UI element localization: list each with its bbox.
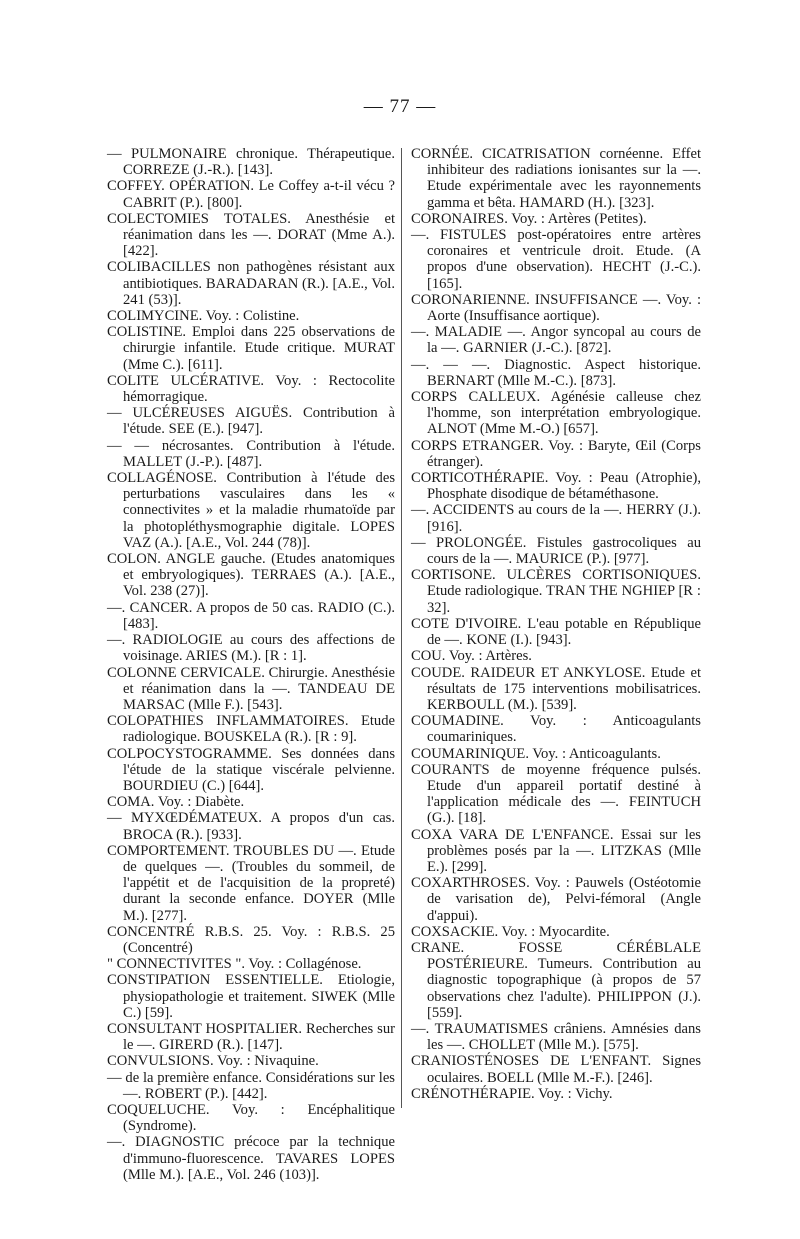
index-entry: COQUELUCHE. Voy. : Encéphalitique (Syndrome). (107, 1101, 395, 1135)
index-entry: —. RADIOLOGIE au cours des affections de voisinage. ARIES (M.). [R : 1]. (107, 632, 395, 665)
index-entry: COUMARINIQUE. Voy. : Anticoagulants. (411, 745, 661, 762)
index-entry: " CONNECTIVITES ". Voy. : Collagénose. (107, 956, 362, 973)
index-entry: COMA. Voy. : Diabète. (107, 794, 245, 811)
index-entry: — de la première enfance. Considérations sur les —. ROBERT (P.). [442]. (107, 1069, 395, 1102)
index-entry: CRANE. FOSSE CÉRÉBLALE POSTÉRIEURE. Tumeurs. Contribution au diagnostic topographique (à propos de 57 observations chez l'adulte). PHILIPPON (J.). [559]. (411, 939, 701, 1021)
index-entry: COLIMYCINE. Voy. : Colistine. (107, 308, 300, 325)
index-entry: —. — —. Diagnostic. Aspect historique. BERNART (Mlle M.-C.). [873]. (411, 356, 701, 389)
index-entry: —. FISTULES post-opératoires entre artères coronaires et ventricule droit. Etude. (A propos d'une observation). HECHT (J.-C.). [165]. (411, 227, 701, 292)
index-entry: CONCENTRÉ R.B.S. 25. Voy. : R.B.S. 25 (Concentré) (107, 923, 395, 956)
index-entry: — MYXŒDÉMATEUX. A propos d'un cas. BROCA (R.). [933]. (107, 810, 395, 843)
index-entry: COURANTS de moyenne fréquence pulsés. Etude d'un appareil portatif destiné à l'application médicale des —. FEINTUCH (G.). [18]. (411, 761, 701, 827)
index-entry: CORNÉE. CICATRISATION cornéenne. Effet inhibiteur des radiations ionisantes sur la —. Etude expérimentale avec les rayonnements gamma et bêta. HAMARD (H.). [323]. (411, 146, 701, 211)
index-entry: CRÉNOTHÉRAPIE. Voy. : Vichy. (411, 1085, 613, 1102)
index-entry: CORONAIRES. Voy. : Artères (Petites). (411, 210, 647, 227)
index-entry: COXA VARA DE L'ENFANCE. Essai sur les problèmes posés par la —. LITZKAS (Mlle E.). [299]. (411, 826, 701, 875)
index-entry: COLISTINE. Emploi dans 225 observations de chirurgie infantile. Etude critique. MURAT (Mme C.). [611]. (107, 324, 395, 373)
index-entry: COLPOCYSTOGRAMME. Ses données dans l'étude de la statique viscérale pelvienne. BOURDIEU (C.) [644]. (107, 745, 395, 794)
index-entry: — PULMONAIRE chronique. Thérapeutique. CORREZE (J.-R.). [143]. (107, 146, 395, 179)
index-entry: COLON. ANGLE gauche. (Etudes anatomiques et embryologiques). TERRAES (A.). [A.E., Vol. 238 (27)]. (107, 551, 395, 600)
left-column (107, 146, 395, 1183)
index-entry: COLECTOMIES TOTALES. Anesthésie et réanimation dans les —. DORAT (Mme A.). [422]. (107, 210, 395, 260)
index-entry: COFFEY. OPÉRATION. Le Coffey a-t-il vécu ? CABRIT (P.). [800]. (107, 178, 395, 211)
index-entry: COLIBACILLES non pathogènes résistant aux antibiotiques. BARADARAN (R.). [A.E., Vol. 241 (53)]. (107, 259, 395, 308)
index-entry: CORONARIENNE. INSUFFISANCE —. Voy. : Aorte (Insuffisance aortique). (411, 291, 701, 325)
index-entry: CRANIOSTÉNOSES DE L'ENFANT. Signes oculaires. BOELL (Mlle M.-F.). [246]. (411, 1053, 701, 1086)
column-divider (401, 148, 402, 1108)
index-entry: CONVULSIONS. Voy. : Nivaquine. (107, 1053, 319, 1070)
index-entry: — — nécrosantes. Contribution à l'étude. MALLET (J.-P.). [487]. (107, 437, 395, 470)
index-entry: —. DIAGNOSTIC précoce par la technique d'immuno-fluorescence. TAVARES LOPES (Mlle M.). [A.E., Vol. 246 (103)]. (107, 1134, 395, 1183)
index-entry: COMPORTEMENT. TROUBLES DU —. Etude de quelques —. (Troubles du sommeil, de l'appétit et de l'acquisition de la propreté) durant la seconde enfance. DOYER (Mlle M.). [277]. (107, 842, 395, 924)
index-entry: —. CANCER. A propos de 50 cas. RADIO (C.). [483]. (107, 599, 395, 632)
index-entry: COXSACKIE. Voy. : Myocardite. (411, 923, 610, 940)
right-column (411, 146, 701, 1102)
index-entry: CONSTIPATION ESSENTIELLE. Etiologie, physiopathologie et traitement. SIWEK (Mlle C.) [59]. (107, 972, 395, 1021)
index-entry: COU. Voy. : Artères. (411, 648, 532, 665)
index-entry: COXARTHROSES. Voy. : Pauwels (Ostéotomie de varisation de), Pelvi-fémoral (Angle d'appui). (411, 875, 701, 924)
page-number: — 77 — (363, 96, 437, 117)
index-entry: CORPS ETRANGER. Voy. : Baryte, Œil (Corps étranger). (411, 437, 701, 470)
index-entry: — ULCÉREUSES AIGUËS. Contribution à l'étude. SEE (E.). [947]. (107, 405, 395, 438)
index-entry: COLLAGÉNOSE. Contribution à l'étude des perturbations vasculaires dans les « connectivites » et la maladie rhumatoïde par la photopléthysmographie digitale. LOPES VAZ (A.). [A.E., Vol. 244 (78)]. (107, 470, 395, 551)
index-entry: COLONNE CERVICALE. Chirurgie. Anesthésie et réanimation dans la —. TANDEAU DE MARSAC (Mlle F.). [543]. (107, 664, 395, 713)
index-entry: CORTICOTHÉRAPIE. Voy. : Peau (Atrophie), Phosphate disodique de bétaméthasone. (411, 470, 701, 503)
index-entry: —. TRAUMATISMES crâniens. Amnésies dans les —. CHOLLET (Mlle M.). [575]. (411, 1020, 701, 1054)
index-entry: COTE D'IVOIRE. L'eau potable en République de —. KONE (I.). [943]. (411, 615, 701, 649)
index-entry: COUMADINE. Voy. : Anticoagulants coumariniques. (411, 713, 701, 746)
index-entry: COLOPATHIES INFLAMMATOIRES. Etude radiologique. BOUSKELA (R.). [R : 9]. (107, 713, 395, 746)
index-entry: COUDE. RAIDEUR ET ANKYLOSE. Etude et résultats de 175 interventions mobilisatrices. KERBOULL (M.). [539]. (411, 664, 701, 713)
index-entry: CORTISONE. ULCÈRES CORTISONIQUES. Etude radiologique. TRAN THE NGHIEP [R : 32]. (411, 567, 701, 616)
index-entry: —. MALADIE —. Angor syncopal au cours de la —. GARNIER (J.-C.). [872]. (411, 324, 701, 357)
index-entry: —. ACCIDENTS au cours de la —. HERRY (J.). [916]. (411, 502, 701, 535)
index-entry: COLITE ULCÉRATIVE. Voy. : Rectocolite hémorragique. (107, 372, 395, 406)
index-entry: — PROLONGÉE. Fistules gastrocoliques au cours de la —. MAURICE (P.). [977]. (411, 534, 701, 568)
index-entry: CONSULTANT HOSPITALIER. Recherches sur le —. GIRERD (R.). [147]. (107, 1020, 395, 1054)
index-entry: CORPS CALLEUX. Agénésie calleuse chez l'homme, son interprétation embryologique. ALNOT (Mme M.-O.) [657]. (411, 389, 701, 438)
